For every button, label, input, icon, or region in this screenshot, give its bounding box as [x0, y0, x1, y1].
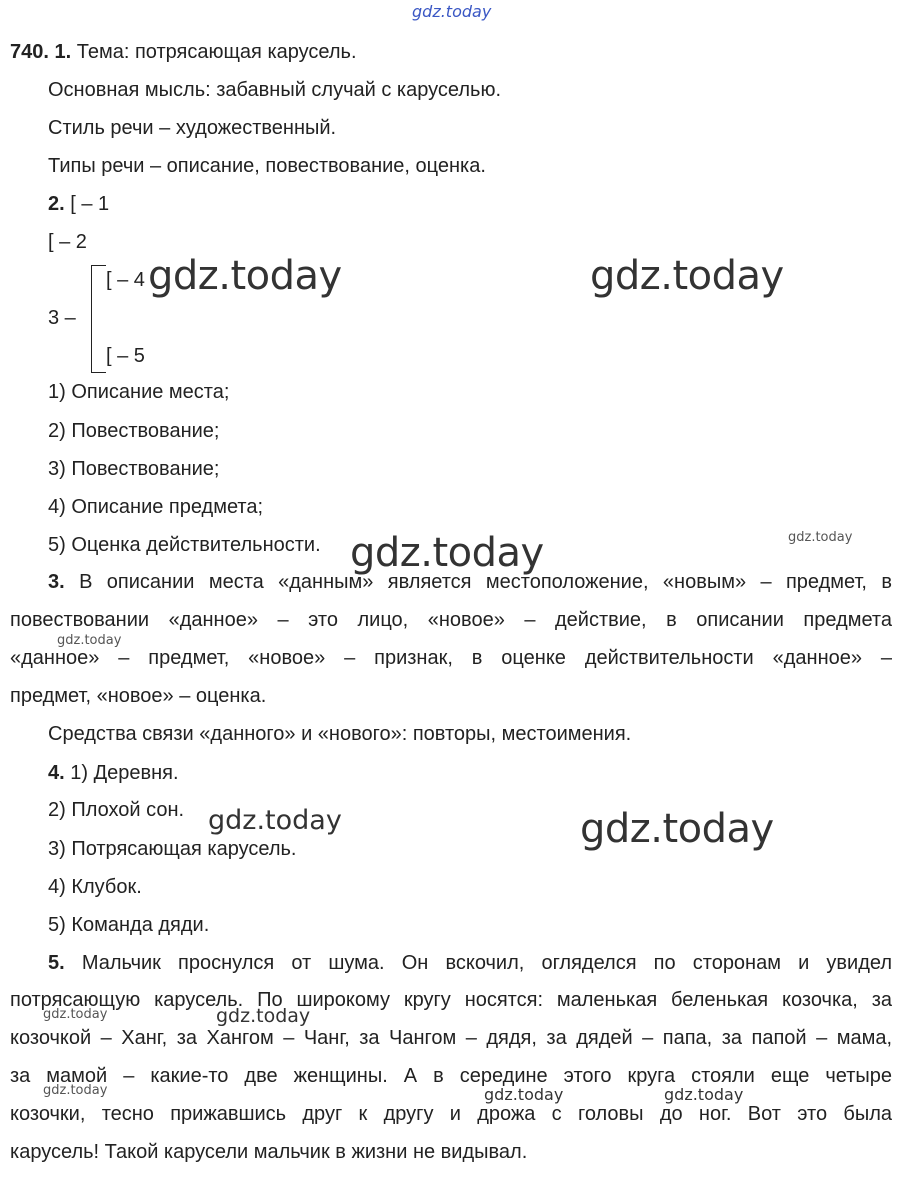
scheme-row-3: 3 – [48, 307, 76, 329]
part-4-item: 4) Клубок. [48, 876, 142, 898]
part-5-line [48, 951, 892, 975]
part-4-item [48, 761, 179, 785]
part-3-line: предмет, «новое» – оценка. [10, 685, 267, 707]
connection-means: Средства связи «данного» и «нового»: повторы, местоимения. [48, 723, 632, 745]
speech-types: Типы речи – описание, повествование, оценка. [48, 155, 486, 177]
watermark-small: gdz.today [43, 1007, 108, 1022]
part-3-line: «данное» – предмет, «новое» – признак, в оценке действительности «данное» – [10, 647, 892, 669]
watermark-small: gdz.today [664, 1085, 744, 1104]
scheme-row-1 [48, 192, 109, 216]
part-5-line: за мамой – какие-то две женщины. А в середине этого круга стояли еще четыре [10, 1065, 892, 1087]
part-4-item: 5) Команда дяди. [48, 914, 210, 936]
part-3-line: повествовании «данное» – это лицо, «новое» – действие, в описании предмета [10, 609, 892, 631]
watermark-small: gdz.today [43, 1083, 108, 1098]
part-2-item: 5) Оценка действительности. [48, 534, 321, 556]
part-3-number: 3. [48, 571, 65, 593]
watermark-small: gdz.today [216, 1005, 311, 1027]
part-5-line: карусель! Такой карусели мальчик в жизни не видывал. [10, 1141, 528, 1163]
part-5-line: потрясающую карусель. По широкому кругу носятся: маленькая беленькая козочка, за [10, 989, 892, 1011]
part-5-number: 5. [48, 952, 65, 974]
part-2-item: 1) Описание места; [48, 381, 230, 403]
watermark-large: gdz.today [580, 806, 774, 852]
part-2-item: 3) Повествование; [48, 458, 220, 480]
main-idea: Основная мысль: забавный случай с каруселью. [48, 79, 502, 101]
watermark-small: gdz.today [57, 633, 122, 648]
part-1-number: 1. [54, 41, 72, 63]
scheme-row-4: [ – 4 [106, 269, 145, 291]
topic-text: Тема: потрясающая карусель. [76, 41, 357, 63]
part-4-item: 2) Плохой сон. [48, 799, 185, 821]
speech-style: Стиль речи – художественный. [48, 117, 337, 139]
part-2-number: 2. [48, 193, 65, 215]
watermark-large: gdz.today [350, 530, 544, 576]
part-5-line: козочки, тесно прижавшись друг к другу и дрожа с головы до ног. Вот это была [10, 1103, 892, 1125]
watermark-small: gdz.today [788, 530, 853, 545]
part-3-line-text: В описании места «данным» является местоположение, «новым» – предмет, в [79, 571, 892, 593]
scheme-row-5: [ – 5 [106, 345, 145, 367]
part-2-item: 2) Повествование; [48, 420, 220, 442]
part-5-line: козочкой – Ханг, за Хангом – Чанг, за Чангом – дядя, за дядей – папа, за папой – мама, [10, 1027, 892, 1049]
part-4-item: 3) Потрясающая карусель. [48, 838, 297, 860]
scheme-row-2: [ – 2 [48, 231, 87, 253]
watermark-top: gdz.today [412, 2, 492, 21]
watermark-large: gdz.today [590, 253, 784, 299]
task-1-topic-line [10, 40, 357, 64]
scheme-row-1-text: [ – 1 [70, 193, 110, 215]
watermark-large: gdz.today [148, 253, 342, 299]
part-2-item: 4) Описание предмета; [48, 496, 264, 518]
watermark-small: gdz.today [484, 1085, 564, 1104]
part-5-line-text: Мальчик проснулся от шума. Он вскочил, огляделся по сторонам и увидел [81, 952, 892, 974]
watermark-medium: gdz.today [208, 805, 342, 836]
part-4-number: 4. [48, 762, 65, 784]
task-number: 740. [10, 41, 49, 63]
scheme-bracket [91, 265, 106, 373]
part-4-item-text: 1) Деревня. [70, 762, 179, 784]
